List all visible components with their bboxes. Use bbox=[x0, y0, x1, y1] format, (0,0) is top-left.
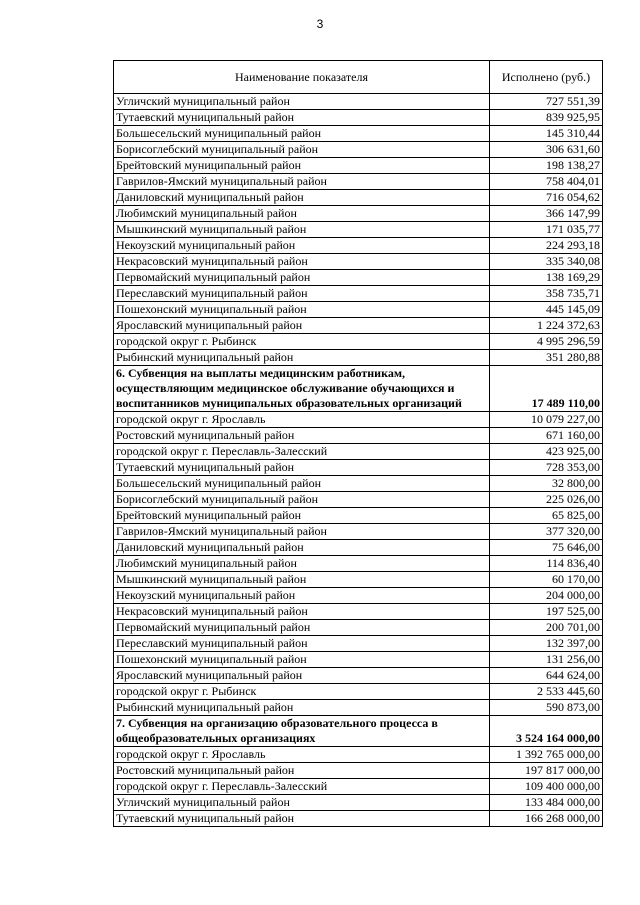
table-row bbox=[114, 524, 603, 540]
row-name: Гаврилов-Ямский муниципальный район bbox=[114, 524, 490, 540]
table-row bbox=[114, 811, 603, 827]
table-row bbox=[114, 254, 603, 270]
table-row bbox=[114, 110, 603, 126]
table-row bbox=[114, 142, 603, 158]
row-name: Брейтовский муниципальный район bbox=[114, 158, 490, 174]
section-title: 6. Субвенция на выплаты медицинским работникам, осуществляющим медицинское обслуживание обучающихся и воспитанников муниципальных образовательных организаций bbox=[114, 366, 490, 412]
row-name: Большесельский муниципальный район bbox=[114, 126, 490, 142]
row-name: Некрасовский муниципальный район bbox=[114, 254, 490, 270]
table-row bbox=[114, 556, 603, 572]
table-row bbox=[114, 620, 603, 636]
row-amount: 131 256,00 bbox=[490, 652, 603, 668]
row-name: Мышкинский муниципальный район bbox=[114, 572, 490, 588]
row-amount: 75 646,00 bbox=[490, 540, 603, 556]
row-amount: 1 392 765 000,00 bbox=[490, 747, 603, 763]
row-name: Брейтовский муниципальный район bbox=[114, 508, 490, 524]
row-name: Первомайский муниципальный район bbox=[114, 270, 490, 286]
row-name: Переславский муниципальный район bbox=[114, 286, 490, 302]
table-row bbox=[114, 126, 603, 142]
row-amount: 32 800,00 bbox=[490, 476, 603, 492]
table-row bbox=[114, 476, 603, 492]
table-row bbox=[114, 428, 603, 444]
row-amount: 166 268 000,00 bbox=[490, 811, 603, 827]
section-total-row bbox=[114, 716, 603, 747]
table-row bbox=[114, 508, 603, 524]
row-name: Гаврилов-Ямский муниципальный район bbox=[114, 174, 490, 190]
table-row bbox=[114, 412, 603, 428]
row-amount: 200 701,00 bbox=[490, 620, 603, 636]
row-amount: 145 310,44 bbox=[490, 126, 603, 142]
row-amount: 109 400 000,00 bbox=[490, 779, 603, 795]
section-total-amount: 3 524 164 000,00 bbox=[490, 716, 603, 747]
table-row bbox=[114, 684, 603, 700]
row-amount: 224 293,18 bbox=[490, 238, 603, 254]
row-name: городской округ г. Рыбинск bbox=[114, 334, 490, 350]
table-row bbox=[114, 190, 603, 206]
row-amount: 10 079 227,00 bbox=[490, 412, 603, 428]
table-row bbox=[114, 747, 603, 763]
row-name: Ростовский муниципальный район bbox=[114, 763, 490, 779]
table-row bbox=[114, 795, 603, 811]
table-row bbox=[114, 779, 603, 795]
row-amount: 204 000,00 bbox=[490, 588, 603, 604]
row-amount: 225 026,00 bbox=[490, 492, 603, 508]
row-amount: 138 169,29 bbox=[490, 270, 603, 286]
section-title: 7. Субвенция на организацию образовательного процесса в общеобразовательных организациях bbox=[114, 716, 490, 747]
table-row bbox=[114, 270, 603, 286]
table-header-row bbox=[114, 61, 603, 94]
row-name: Пошехонский муниципальный район bbox=[114, 302, 490, 318]
row-amount: 366 147,99 bbox=[490, 206, 603, 222]
row-amount: 4 995 296,59 bbox=[490, 334, 603, 350]
row-name: Тутаевский муниципальный район bbox=[114, 110, 490, 126]
row-amount: 644 624,00 bbox=[490, 668, 603, 684]
row-name: Первомайский муниципальный район bbox=[114, 620, 490, 636]
row-amount: 2 533 445,60 bbox=[490, 684, 603, 700]
row-name: Даниловский муниципальный район bbox=[114, 540, 490, 556]
table-row bbox=[114, 174, 603, 190]
row-name: Мышкинский муниципальный район bbox=[114, 222, 490, 238]
row-amount: 358 735,71 bbox=[490, 286, 603, 302]
table-row bbox=[114, 492, 603, 508]
row-name: Некрасовский муниципальный район bbox=[114, 604, 490, 620]
row-name: Даниловский муниципальный район bbox=[114, 190, 490, 206]
table-row bbox=[114, 572, 603, 588]
table-row bbox=[114, 604, 603, 620]
section-total-amount: 17 489 110,00 bbox=[490, 366, 603, 412]
row-amount: 758 404,01 bbox=[490, 174, 603, 190]
row-name: Угличский муниципальный район bbox=[114, 795, 490, 811]
table-row bbox=[114, 652, 603, 668]
row-name: Тутаевский муниципальный район bbox=[114, 811, 490, 827]
row-amount: 133 484 000,00 bbox=[490, 795, 603, 811]
table-row bbox=[114, 94, 603, 110]
row-amount: 197 817 000,00 bbox=[490, 763, 603, 779]
row-name: Борисоглебский муниципальный район bbox=[114, 492, 490, 508]
table-row bbox=[114, 763, 603, 779]
row-amount: 727 551,39 bbox=[490, 94, 603, 110]
row-amount: 377 320,00 bbox=[490, 524, 603, 540]
row-amount: 716 054,62 bbox=[490, 190, 603, 206]
row-name: Некоузский муниципальный район bbox=[114, 238, 490, 254]
row-name: Любимский муниципальный район bbox=[114, 556, 490, 572]
row-amount: 65 825,00 bbox=[490, 508, 603, 524]
row-amount: 198 138,27 bbox=[490, 158, 603, 174]
table-row bbox=[114, 636, 603, 652]
table-row bbox=[114, 700, 603, 716]
row-name: Борисоглебский муниципальный район bbox=[114, 142, 490, 158]
row-amount: 114 836,40 bbox=[490, 556, 603, 572]
row-amount: 60 170,00 bbox=[490, 572, 603, 588]
row-name: Ярославский муниципальный район bbox=[114, 318, 490, 334]
row-amount: 335 340,08 bbox=[490, 254, 603, 270]
row-amount: 306 631,60 bbox=[490, 142, 603, 158]
row-name: Большесельский муниципальный район bbox=[114, 476, 490, 492]
page-number: 3 bbox=[316, 17, 324, 31]
column-header-name: Наименование показателя bbox=[114, 61, 490, 94]
row-amount: 839 925,95 bbox=[490, 110, 603, 126]
table-row bbox=[114, 222, 603, 238]
row-amount: 590 873,00 bbox=[490, 700, 603, 716]
table-row bbox=[114, 158, 603, 174]
row-name: Ростовский муниципальный район bbox=[114, 428, 490, 444]
row-amount: 671 160,00 bbox=[490, 428, 603, 444]
row-name: Ярославский муниципальный район bbox=[114, 668, 490, 684]
row-name: городской округ г. Переславль-Залесский bbox=[114, 779, 490, 795]
row-amount: 423 925,00 bbox=[490, 444, 603, 460]
row-name: Некоузский муниципальный район bbox=[114, 588, 490, 604]
row-amount: 445 145,09 bbox=[490, 302, 603, 318]
table-row bbox=[114, 286, 603, 302]
row-amount: 728 353,00 bbox=[490, 460, 603, 476]
table-row bbox=[114, 350, 603, 366]
row-name: городской округ г. Ярославль bbox=[114, 747, 490, 763]
table-row bbox=[114, 588, 603, 604]
row-name: Переславский муниципальный район bbox=[114, 636, 490, 652]
column-header-amount: Исполнено (руб.) bbox=[490, 61, 603, 94]
table-row bbox=[114, 302, 603, 318]
row-name: Любимский муниципальный район bbox=[114, 206, 490, 222]
row-name: городской округ г. Ярославль bbox=[114, 412, 490, 428]
row-amount: 351 280,88 bbox=[490, 350, 603, 366]
row-amount: 1 224 372,63 bbox=[490, 318, 603, 334]
row-name: Угличский муниципальный район bbox=[114, 94, 490, 110]
table-row bbox=[114, 444, 603, 460]
row-name: Пошехонский муниципальный район bbox=[114, 652, 490, 668]
row-name: городской округ г. Рыбинск bbox=[114, 684, 490, 700]
section-total-row bbox=[114, 366, 603, 412]
budget-execution-table bbox=[113, 60, 603, 827]
row-name: Рыбинский муниципальный район bbox=[114, 700, 490, 716]
table-row bbox=[114, 460, 603, 476]
table-row bbox=[114, 206, 603, 222]
row-amount: 171 035,77 bbox=[490, 222, 603, 238]
row-name: городской округ г. Переславль-Залесский bbox=[114, 444, 490, 460]
row-amount: 132 397,00 bbox=[490, 636, 603, 652]
table-row bbox=[114, 238, 603, 254]
table-body bbox=[114, 94, 603, 827]
table-row bbox=[114, 540, 603, 556]
table-row bbox=[114, 668, 603, 684]
row-amount: 197 525,00 bbox=[490, 604, 603, 620]
row-name: Тутаевский муниципальный район bbox=[114, 460, 490, 476]
table-row bbox=[114, 334, 603, 350]
row-name: Рыбинский муниципальный район bbox=[114, 350, 490, 366]
table-row bbox=[114, 318, 603, 334]
